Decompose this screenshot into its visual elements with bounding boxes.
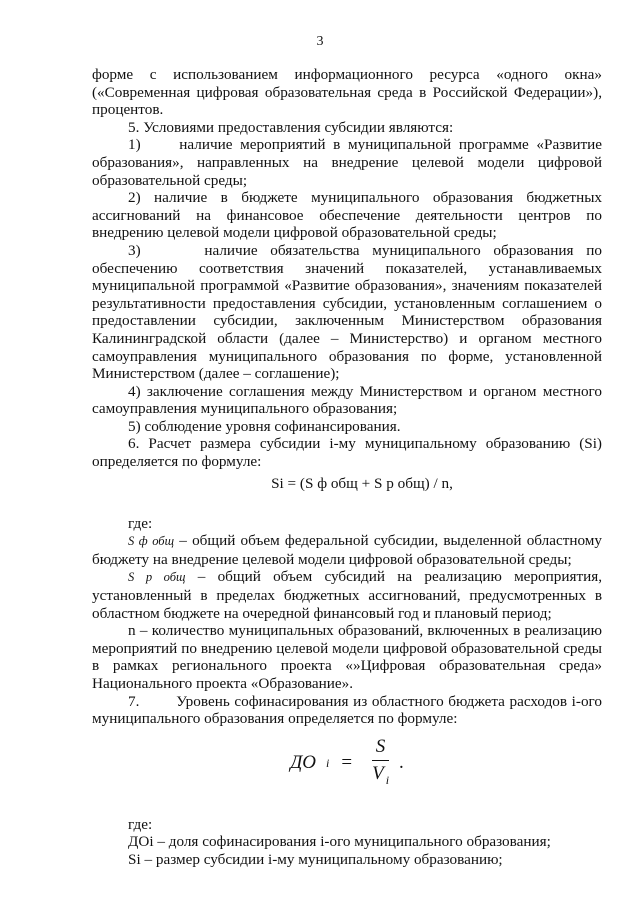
definition-si: Si – размер субсидии i-му муниципальному образованию; xyxy=(128,850,503,868)
paragraph-intro: форме с использованием информационного ресурса «одного окна» («Современная цифровая образовательная среда в Российской Федерации»), процентов. xyxy=(92,66,602,119)
formula-lhs: ДО xyxy=(290,752,317,774)
definition-s-fed-text: – общий объем федеральной субсидии, выделенной областному бюджету на внедрение целевой модели цифровой образовательной среды; xyxy=(92,532,602,568)
formula-denominator: V $_i$ xyxy=(372,762,390,787)
where-label-1: где: xyxy=(128,514,153,532)
formula-subsidy: Si = (S ф общ + S р общ) / n, xyxy=(271,474,453,492)
paragraph-cofinancing: 7. Уровень софинасирования из областного бюджета расходов i-ого муниципального образования определяется по формуле: xyxy=(92,692,602,728)
paragraph-condition-3: 3) наличие обязательства муниципального образования по обеспечению соответствия значений показателей, устанавливаемых муниципальной программой «Развитие образования», значениям показателей результативности предоставления субсидии, установленным соглашением о предоставлении субсидии, заключенным Министерством образования Калининградской области (далее – Министерство) и органом местного самоуправления муниципального образования по форме, установленной Министерством (далее – соглашение); xyxy=(92,241,602,383)
paragraph-conditions-heading: 5. Условиями предоставления субсидии являются: xyxy=(128,118,454,136)
paragraph-condition-2: 2) наличие в бюджете муниципального образования бюджетных ассигнований на финансовое обеспечение деятельности центров по внедрению целевой модели цифровой образовательной среды; xyxy=(92,189,602,242)
formula-cofinancing xyxy=(92,736,602,798)
formula-numerator: S xyxy=(372,736,390,761)
paragraph-condition-5: 5) соблюдение уровня софинансирования. xyxy=(128,417,401,435)
paragraph-subsidy-calculation: 6. Расчет размера субсидии i-му муниципальному образованию (Si) определяется по формуле: xyxy=(92,435,602,471)
formula-fraction xyxy=(368,736,393,791)
where-label-2: где: xyxy=(128,815,153,833)
definition-s-reg xyxy=(92,568,602,622)
formula-lhs-sub: i xyxy=(326,755,330,770)
term-s-reg: S р общ xyxy=(128,570,186,585)
formula-eq: = xyxy=(341,752,353,774)
formula-den-sub: i xyxy=(385,772,390,787)
definition-do: ДОi – доля софинасирования i-ого муниципального образования; xyxy=(128,833,551,851)
term-s-fed: S ф общ xyxy=(128,534,175,549)
paragraph-condition-1: 1) наличие мероприятий в муниципальной программе «Развитие образования», направленных на внедрение целевой модели цифровой образовательной среды; xyxy=(92,136,602,189)
page-number: 3 xyxy=(316,34,324,49)
formula-end: . xyxy=(399,752,404,774)
definition-n: n – количество муниципальных образований, включенных в реализацию мероприятий по внедрению целевой модели цифровой образовательной среды в рамках регионального проекта «»Цифровая образовательная среда» Национального проекта «Образование». xyxy=(92,622,602,692)
paragraph-condition-4: 4) заключение соглашения между Министерством и органом местного самоуправления муниципального образования; xyxy=(92,382,602,418)
definition-s-reg-text: – общий объем субсидий на реализацию мероприятия, установленный в пределах бюджетных ассигнований, предусмотренных в областном бюджете на очередной финансовый год и плановый период; xyxy=(92,568,602,622)
definition-s-fed xyxy=(92,532,602,568)
document-body xyxy=(92,66,602,869)
